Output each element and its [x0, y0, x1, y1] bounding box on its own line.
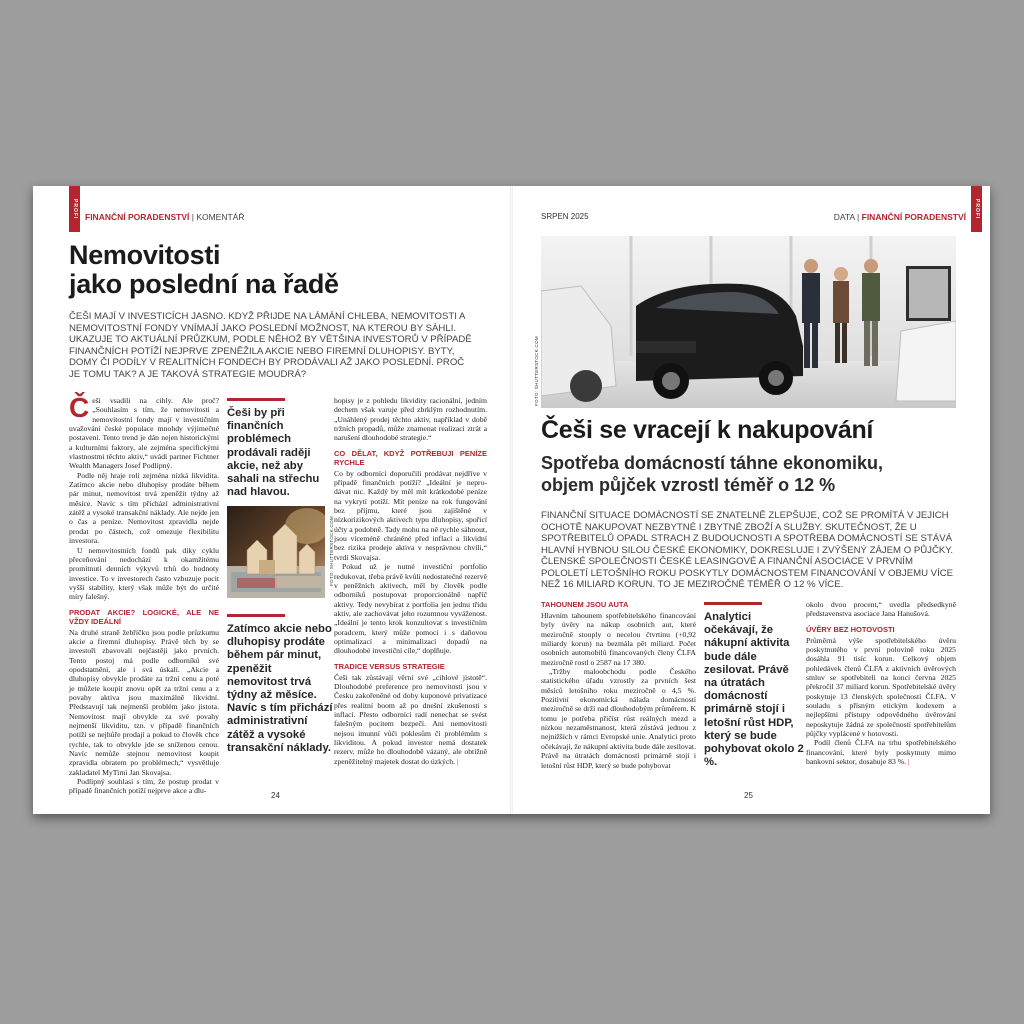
section-label: FINANČNÍ PORADENSTVÍ — [85, 212, 190, 222]
paragraph: Co by odborníci doporučili prodávat nejdříve v případě finančních potíží? „Ideální je nepro-dávat nic. Každý by měl mít krátkodobé peníze na vykrytí potíží. Mít peníze na rok fungování bez příjmu, které jsou zajištěné v nízkorizikových aktivech typu dluhopisy, spořicí účty a podobně. Tady mohu na ně rychle sáhnout, jsou víceméně chráněné před inflací a likvidní bez rizika prodeje aktiva v nesprávnou chvíli,“ tvrdí Skovajsa. — [334, 468, 487, 562]
left-column-1 — [69, 392, 219, 796]
photo-credit-right: FOTO: SHUTTERSTOCK.COM — [534, 336, 539, 406]
paragraph: hopisy je z pohledu likvidity racionální, jedním dechem však varuje před zbrklým rozhodnutím. „Unáhlený prodej těchto aktiv, například v době tržních propadů, může znamenat realizaci ztrát a narušení dlouhodobé strategie.“ — [334, 396, 487, 443]
end-mark: | — [907, 757, 910, 767]
pull-quote-right: Analytici očekávají, že nákupní aktivita bude dále zesilovat. Právě na útratách domácností primárně stojí i letošní růst HDP, který se bude pohybovat okolo 2 %. — [704, 611, 804, 769]
section-label: FINANČNÍ PORADENSTVÍ — [861, 212, 966, 222]
end-mark: | — [456, 756, 459, 766]
section-separator: | — [857, 212, 862, 222]
subheading: TAHOUNEM JSOU AUTA — [541, 600, 629, 609]
paragraph — [69, 392, 219, 471]
photo-credit-left: FOTO: SHUTTERSTOCK.COM — [329, 516, 334, 586]
page-number-right: 25 — [744, 791, 753, 800]
paragraph — [334, 673, 487, 766]
paragraph-text: eši vsadili na cihly. Ale proč? „Souhlasím s tím, že nemovitosti a nemovitostní fondy mají v investičním uvažování české populace mnohdy výjimečné postavení. Tento trend je dán nejen historickými a kulturními faktory, ale zejména specifickými vlastnostmi těchto aktiv,“ uvádí partner Fichtner Wealth Managers Josef Podlipný. — [69, 396, 219, 471]
subheading: PRODAT AKCIE? LOGICKÉ, ALE NE VŽDY IDEÁLNÍ — [69, 607, 219, 626]
drop-cap: Č — [69, 392, 90, 423]
pull-quote-2-block — [227, 614, 333, 755]
subheading: CO DĚLAT, KDYŽ POTŘEBUJI PENÍZE RYCHLE — [334, 448, 487, 467]
car-showroom-photo — [541, 236, 956, 408]
pull-quote-2: Zatímco akcie nebo dluhopisy prodáte během pár minut, zpeněžit nemovitost trvá týdny až měsíce. Navíc s tím přichází administrativní zátěž a vysoké transakční náklady. — [227, 623, 333, 754]
paragraph: Na druhé straně žebříčku jsou podle průzkumu akcie a firemní dluhopisy. Právě těch by se investoři zbavovali nejčastěji jako prvních. Tento postoj má podle odborníků své opodstatnění, ale i svá úskalí. „Akcie a dluhopisy obvykle prodáte za tržní cenu a poté je můžete koupit znovu opět za tržní cenu a z povahy aktiva jsou maximálně likvidní. Představují tak nejmenší problém jako jistota. Nemovitost mají obvykle za své povahy nejmenší likviditu, tzn. v případě finančních potíží se nejhůře prodají a pokud to člověk chce rychle, tak to obvykle jde se sníženou cenou. Navíc nemůže stejnou nemovitost koupit zpravidla obratem po problémech,“ vysvětluje zakladatel MyTimi Jan Skovajsa. — [69, 627, 219, 777]
right-page — [512, 186, 990, 814]
article-perex: ČEŠI MAJÍ V INVESTICÍCH JASNO. KDYŽ PŘIJDE NA LÁMÁNÍ CHLEBA, NEMOVITOSTI A NEMOVITOSTNÍ FONDY VNÍMAJÍ JAKO POSLEDNÍ MOŽNOST, NA KTEROU BY SÁHLI. UKAZUJE TO AKTUÁLNÍ PRŮZKUM, PODLE NĚHOŽ BY VĚTŠINA INVESTORŮ V PŘÍPADĚ FINANČNÍCH POTÍŽÍ NEJPRVE ZPENĚŽILA AKCIE NEBO FIREMNÍ DLUHOPISY. BYTY, DOMY ČI PODÍLY V REALITNÍCH FONDECH BY PRODÁVALI AŽ JAKO POSLEDNÍ. PROČ JE TOMU TAK? A JE TAKOVÁ STRATEGIE MOUDRÁ? — [69, 311, 472, 380]
article-subtitle-right — [541, 452, 883, 496]
left-column-2 — [227, 398, 325, 499]
subtitle-line-1: Spotřeba domácností táhne ekonomiku, — [541, 453, 884, 473]
subtitle-line-2: objem půjček vzrostl téměř o 12 % — [541, 475, 836, 495]
paragraph: Podle něj hraje roli zejména nízká likvidita. Zatímco akcie nebo dluhopisy prodáte během pár minut, nemovitost trvá zpeněžit týdny až měsíce. Navíc s tím přichází administrativní zátěž a vysoké transakční náklady. Ale nejde jen o čas a peníze. Nemovitost zpravidla nejde prodat po částech, což omezuje flexibilitu investora. — [69, 470, 219, 546]
article-title-right: Češi se vracejí k nakupování — [541, 416, 874, 444]
houses-illustration — [227, 506, 325, 598]
subheading: ÚVĚRY BEZ HOTOVOSTI — [806, 624, 895, 634]
article-title — [69, 241, 339, 299]
paragraph: „Tržby maloobchodu podle Českého statistického úřadu vzrostly za prvních šest měsíců letošního roku meziročně o 4,5 %. Pozitivní ekonomická nálada domácností meziročně se drží nad dlouhodobým průměrem. K tomu je potřeba přičíst růst reálných mezd a nízkou nezaměstnanost, která zůstává jednou z nejnižších v rámci Evropské unie. Analytici proto očekávají, že nákupní aktivita bude dále zesilovat. Právě na útratách domácností primárně stojí i letošní růst HDP, který se bude pohybovat — [541, 667, 696, 770]
quote-bar — [227, 614, 285, 617]
subheading: TRADICE VERSUS STRATEGIE — [334, 661, 445, 671]
section-separator: | — [189, 212, 197, 222]
section-header-left — [85, 212, 244, 222]
paragraph-text: Češi tak zůstávají věrní své „cihlové jistotě“. Dlouhodobé preference pro nemovitosti jsou v Česku zakořeněné od doby kuponové privatizace přes realitní boom až po dnešní zkušenosti s inflací. Přesto odborníci radí nenechat se svést falešným pocitem bezpečí. Ani nemovitosti nejsou imunní vůči poklesům či problémům s likviditou. A pokud investor nemá dostatek rezerv, může ho dlouhodobě vázaný, ale obtížně zpeněžitelný majetek dostat do úzkých. — [334, 672, 487, 766]
article-title-line-1: Nemovitosti — [69, 240, 221, 270]
magazine-spread — [33, 186, 990, 814]
left-page — [33, 186, 511, 814]
paragraph-text: Podíl členů ČLFA na trhu spotřebitelského financování, které byly poskytnuty mimo bankovní sektor, dosahuje 83 %. — [806, 738, 956, 767]
quote-bar — [704, 602, 762, 605]
paragraph: Pokud už je nutné investiční portfolio redukovat, třeba právě kvůli nedostatečné rezervě v peněžních aktivech, měl by člověk podle odborníků postupovat proporcionálně napříč aktivy. Tedy nevybírat z portfolia jen jednu třídu aktiv, ale zachovávat jeho rozumnou vyváženost. „Ideální je tento krok konzultovat s investičním poradcem, který může pomoci i s daňovou optimalizací a minimalizací dopadů na dlouhodobé investiční cíle,“ doplňuje. — [334, 562, 487, 656]
paragraph — [806, 738, 956, 766]
issue-date: SRPEN 2025 — [541, 212, 589, 221]
section-header-right — [834, 212, 966, 222]
right-column-3 — [806, 600, 956, 767]
article-perex-right: FINANČNÍ SITUACE DOMÁCNOSTÍ SE ZNATELNĚ ZLEPŠUJE, COŽ SE PROMÍTÁ V JEJICH OCHOTĚ NAKUPOVAT NEZBYTNÉ I ZBYTNÉ ZBOŽÍ A SLUŽBY. SKUTEČNOST, ŽE U SPOTŘEBITELŮ OPADL STRACH Z BUDOUCNOSTI A SPOTŘEBA DOMÁCNOSTÍ SE STÁVÁ HLAVNÍ HYBNOU SILOU ČESKÉ EKONOMIKY, DOKRESLUJE I ZVÝŠENÝ ZÁJEM O PŮJČKY. ČLENSKÉ SPOLEČNOSTI ČESKÉ LEASINGOVÉ A FINANČNÍ ASOCIACE V PRVNÍM POLOLETÍ LETOŠNÍHO ROKU POSKYTLY DOMÁCNOSTEM FINANCOVÁNÍ V OBJEMU VÍCE NEŽ 16 MILIARD KORUN. TO JE MEZIROČNĚ TÉMĚŘ O 12 % VÍCE. — [541, 510, 954, 590]
article-title-line-2: jako poslední na řadě — [69, 269, 339, 299]
paragraph: Podlipný souhlasí s tím, že postup prodat v případě finančních potíží nejprve akce a dlu- — [69, 777, 219, 796]
paragraph: okolo dvou procent,“ uvedla předsedkyně představenstva asociace Jana Hanušová. — [806, 600, 956, 619]
page-number-left: 24 — [271, 791, 280, 800]
section-kind: KOMENTÁŘ — [196, 212, 245, 222]
section-kind: DATA — [833, 212, 858, 222]
paragraph: Hlavním tahounem spotřebitelského financování byly úvěry na nákup osobních aut, které meziročně stouply o necelou čtvrtinu (+0,92 miliardy korun) na bezmála pět miliard. Počet osobních automobilů financovaných členy ČLFA meziročně rostl o 2587 na 17 380. — [541, 611, 696, 667]
section-tab-left: PROFI — [69, 186, 80, 232]
houses-on-money-photo — [227, 506, 325, 598]
paragraph: Průměrná výše spotřebitelského úvěru poskytnutého v první polovině roku 2025 dosáhla 91 tisíc korun. Celkový objem pohledávek členů ČLFA z aktivních úvěrových smluv se spotřebiteli na konci června 2025 překročil 37 miliard korun. Spotřebitelské úvěry poskytuje 13 členských společností ČLFA. V souladu s přísným etickým kodexem a nejlepšími přístupy odpovědného úvěrování neposkytuje žádná ze společností spotřebitelům půjčky vyplácené v hotovosti. — [806, 635, 956, 739]
car-showroom-illustration — [541, 236, 956, 408]
right-pull-quote-block — [704, 602, 804, 769]
left-column-3 — [334, 396, 487, 766]
paragraph: U nemovitostních fondů pak díky cyklu přeceňování nedochází k okamžitému promítnutí denních výkyvů trhů do hodnoty investice. To v investorech často vzbuzuje pocit vyšší stability, který však může být do určité míry falešný. — [69, 545, 219, 602]
right-column-1 — [541, 600, 696, 770]
section-tab-right: PROFI — [971, 186, 982, 232]
quote-bar — [227, 398, 285, 401]
pull-quote-1: Češi by při finančních problémech prodávali raději akcie, než aby sahali na střechu nad hlavou. — [227, 407, 320, 499]
